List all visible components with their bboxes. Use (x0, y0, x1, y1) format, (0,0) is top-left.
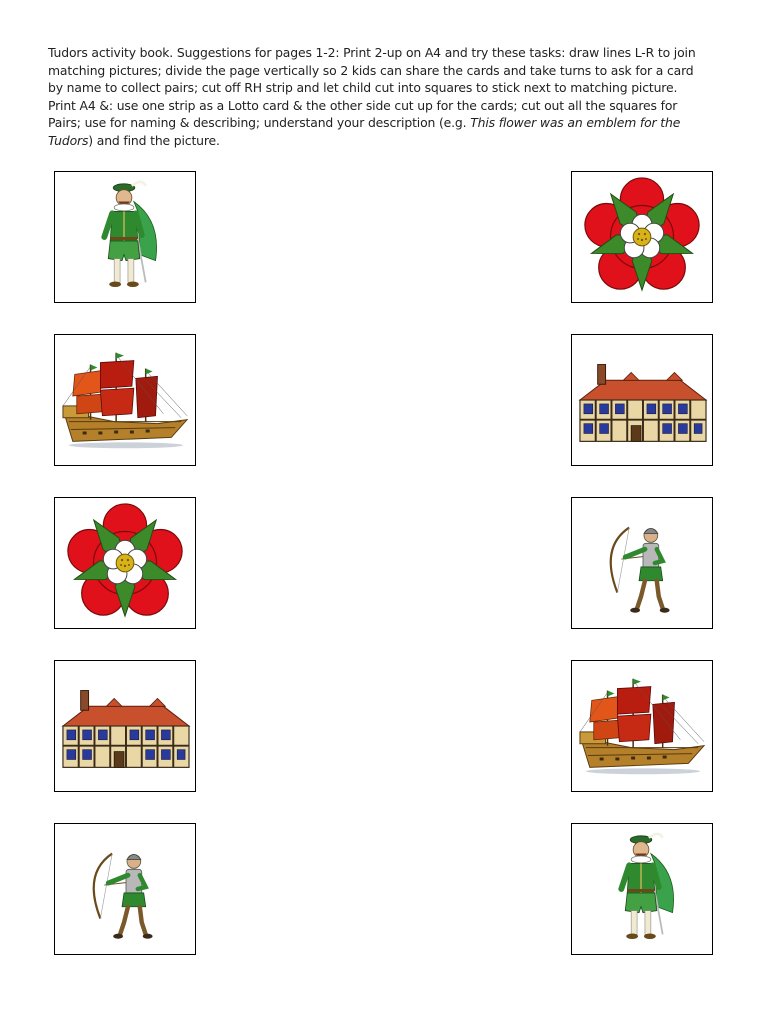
tudor-rose-picture (572, 172, 712, 302)
instructions-line-5 (48, 114, 728, 132)
instructions-line-6 (48, 132, 728, 150)
instructions-closing: ) and find the picture. (88, 132, 220, 148)
tudor-rose-picture (55, 498, 195, 628)
right-card-tudor-man (571, 823, 713, 955)
left-card-tudor-rose (54, 497, 196, 629)
instructions-line-1: Tudors activity book. Suggestions for pages 1-2: Print 2-up on A4 and try these tasks: draw lines L-R to join (48, 45, 696, 60)
archer-picture (55, 824, 195, 954)
instructions-line-2: matching pictures; divide the page vertically so 2 kids can share the cards and take turns to ask for a card (48, 62, 694, 78)
example-description-end: Tudors (48, 132, 89, 148)
left-card-archer (54, 823, 196, 955)
tudor-man-picture (55, 172, 195, 302)
instructions-line-5-text: Pairs; use for naming & describing; understand your description (e.g. (48, 115, 471, 130)
archer-picture (572, 498, 712, 628)
galleon-picture (572, 661, 712, 791)
right-card-galleon (571, 660, 713, 792)
right-card-tudor-rose (571, 171, 713, 303)
instructions-text (48, 44, 728, 149)
example-description: This flower was an emblem for the (470, 115, 681, 130)
right-card-archer (571, 497, 713, 629)
tudor-man-picture (572, 824, 712, 954)
left-card-tudor-man (54, 171, 196, 303)
instructions-line-4: Print A4 &: use one strip as a Lotto card & the other side cut up for the cards; cut out all the squares for (48, 97, 678, 113)
left-card-galleon (54, 334, 196, 466)
tudor-house-picture (55, 661, 195, 791)
tudor-house-picture (572, 335, 712, 465)
right-card-tudor-house (571, 334, 713, 466)
left-card-tudor-house (54, 660, 196, 792)
instructions-line-3: by name to collect pairs; cut off RH strip and let child cut into squares to stick next to matching picture. (48, 80, 678, 95)
galleon-picture (55, 335, 195, 465)
